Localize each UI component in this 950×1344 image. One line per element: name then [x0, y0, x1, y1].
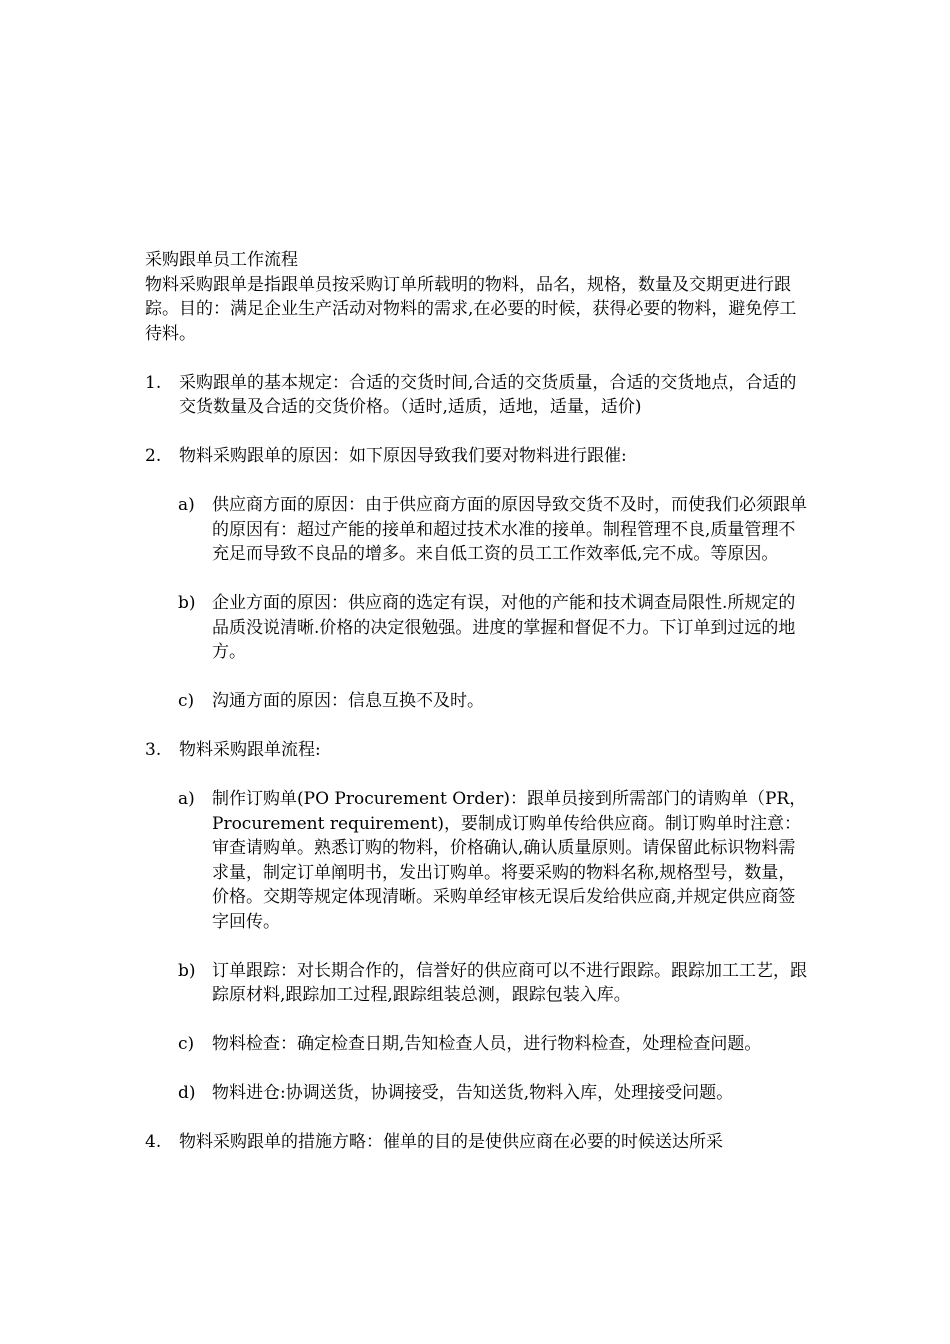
subsection-text: 订单跟踪：对长期合作的，信誉好的供应商可以不进行跟踪。跟踪加工工艺，跟踪原材料,跟踪加工过程,跟踪组装总测，跟踪包装入库。 — [212, 960, 807, 1005]
section-number: 3. — [145, 740, 162, 760]
subsection-text: 沟通方面的原因：信息互换不及时。 — [212, 691, 484, 711]
section-text: 物料采购跟单的原因：如下原因导致我们要对物料进行跟催: — [179, 446, 627, 466]
document-title: 采购跟单员工作流程 — [145, 250, 298, 270]
subsection-text: 企业方面的原因：供应商的选定有误，对他的产能和技术调查局限性.所规定的品质没说清晰.价格的决定很勉强。进度的掌握和督促不力。下订单到过远的地方。 — [212, 593, 796, 662]
subsection-letter: b) — [178, 593, 196, 613]
subsection-2c — [145, 689, 810, 714]
subsection-3d — [145, 1081, 810, 1106]
section-text: 物料采购跟单的措施方略：催单的目的是使供应商在必要的时候送达所采 — [179, 1132, 723, 1152]
subsection-3c — [145, 1032, 810, 1057]
subsection-text: 物料检查：确定检查日期,告知检查人员，进行物料检查，处理检查问题。 — [212, 1034, 762, 1054]
section-number: 1. — [145, 372, 162, 393]
section-4 — [145, 1130, 810, 1155]
subsection-3a — [145, 787, 810, 934]
subsection-letter: b) — [178, 960, 196, 981]
subsection-letter: c) — [178, 691, 195, 711]
subsection-2a — [145, 493, 810, 567]
section-text: 物料采购跟单流程: — [179, 740, 321, 760]
intro-paragraph: 物料采购跟单是指跟单员按采购订单所载明的物料，品名，规格，数量及交期更进行跟踪。目的：满足企业生产活动对物料的需求,在必要的时候，获得必要的物料，避免停工待料。 — [145, 274, 797, 344]
section-text: 采购跟单的基本规定：合适的交货时间,合适的交货质量，合适的交货地点，合适的交货数量及合适的交货价格。（适时,适质，适地，适量，适价) — [179, 372, 797, 417]
section-1 — [145, 371, 810, 420]
subsection-3b — [145, 959, 810, 1008]
section-number: 4. — [145, 1132, 162, 1152]
subsection-letter: c) — [178, 1034, 195, 1054]
section-number: 2. — [145, 446, 162, 466]
subsection-text: 供应商方面的原因：由于供应商方面的原因导致交货不及时，而使我们必须跟单的原因有：超过产能的接单和超过技术水准的接单。制程管理不良,质量管理不充足而导致不良品的增多。来自低工资的员工工作效率低,完不成。等原因。 — [212, 495, 807, 564]
subsection-letter: a) — [178, 495, 195, 515]
section-3 — [145, 738, 810, 763]
subsection-2b — [145, 591, 810, 665]
subsection-text: 物料进仓:协调送货，协调接受，告知送货,物料入库，处理接受问题。 — [212, 1083, 734, 1103]
document-page — [145, 248, 810, 1179]
section-2 — [145, 444, 810, 469]
subsection-letter: d) — [178, 1083, 196, 1103]
subsection-text: 制作订购单(PO Procurement Order)：跟单员接到所需部门的请购单（PR， Procurement requirement)，要制成订购单传给供应商。制订购单时注意：审查请购单。熟悉订购的物料，价格确认,确认质量原则。请保留此标识物料需求量，制定订单阐明书，发出订购单。将要采购的物料名称,规格型号，数量，价格。交期等规定体现清晰。采购单经审核无误后发给供应商,并规定供应商签字回传。 — [212, 789, 807, 932]
subsection-letter: a) — [178, 789, 195, 809]
